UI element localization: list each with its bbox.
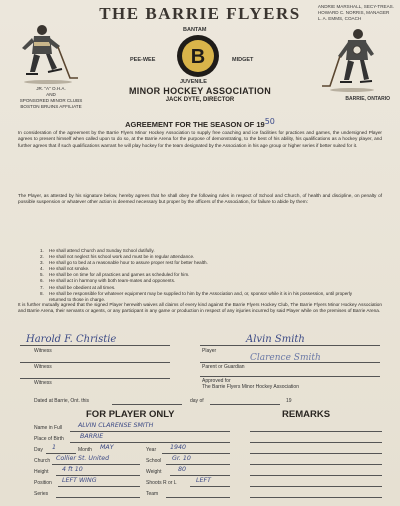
name-label: Name in Full — [34, 425, 63, 431]
weight-value: 80 — [178, 466, 187, 473]
player-line — [200, 345, 380, 346]
player-only-heading: FOR PLAYER ONLY — [86, 409, 175, 420]
agreement-paragraph-1: In consideration of the agreement by the Barrie Flyers Minor Hockey Association to supply free coaching and ice facilities for practices and games, the undersigned Player agrees to present himself when called upon to do so, at the Barrie Arena for the purpose of demonstrating, to the best of his ability, his qualifications as a hockey player, and further agrees that if such qualifications warrant he will play hockey for the team designated by the Association in his age group or higher series if better suited for it. — [18, 130, 382, 148]
bruins-logo — [176, 34, 220, 78]
affiliation-line: SPONSORED MINOR CLUBS — [19, 98, 83, 103]
rule-item: 2. He shall not neglect his school work and must be in regular attendance. — [40, 254, 195, 260]
church-value: Collier St. United — [56, 455, 110, 462]
approved-org: The Barrie Flyers Minor Hockey Association — [202, 384, 299, 390]
season-label: AGREEMENT FOR THE SEASON OF 19 — [125, 120, 265, 129]
weight-label: Weight — [146, 469, 162, 475]
remarks-line — [250, 431, 382, 432]
season-heading — [0, 117, 400, 129]
school-label: School — [146, 458, 162, 464]
position-label: Position — [34, 480, 52, 486]
remarks-line — [250, 475, 382, 476]
team-label: Team — [146, 491, 159, 497]
player-label: Player — [202, 348, 217, 354]
remarks-line — [250, 486, 382, 487]
club-title: THE BARRIE FLYERS — [99, 4, 301, 23]
witness-signature: Harold F. Christie — [26, 334, 117, 345]
weight-line — [170, 475, 230, 476]
day-of-label: day of — [190, 398, 204, 404]
parent-label: Parent or Guardian — [202, 364, 245, 370]
division-bantam: BANTAM — [183, 27, 207, 33]
birth-label: Place of Birth — [34, 436, 64, 442]
remarks-heading: REMARKS — [282, 409, 331, 420]
witness-label-1: Witness — [34, 348, 52, 354]
year-value: 1940 — [170, 444, 187, 451]
logo-letter: B — [190, 46, 206, 68]
staff-list — [318, 4, 394, 23]
remarks-line — [250, 464, 382, 465]
witness-line-3 — [20, 378, 170, 379]
rule-item: 1. He shall attend Church and Sunday School dutifully. — [40, 248, 155, 253]
remarks-line — [250, 453, 382, 454]
player-signature: Alvin Smith — [246, 334, 305, 345]
name-line — [70, 431, 230, 432]
dated-month-line — [210, 404, 280, 405]
right-hockey-player-illustration — [318, 26, 388, 94]
rule-item: 8. He shall be responsible for whatever equipment may be supplied to him by the Association and, or, sponsor while it is in his possession, until properly returned to those in charge. — [40, 290, 353, 302]
team-line — [166, 497, 230, 498]
staff-line: ANDRIE MARSHALL, SECY-TREAS. — [317, 4, 394, 9]
shoots-value: LEFT — [196, 477, 211, 484]
position-line — [58, 486, 140, 487]
height-line — [56, 475, 140, 476]
agreement-paragraph-2: The Player, as attested by his signature below, hereby agrees that he shall obey the following rules in respect of School and Church, of health and discipline, on penalty of possible suspension or whatever other action is deemed necessary but proper by the officers of the Association, for failure to abide by them: — [18, 193, 382, 205]
school-line — [166, 464, 230, 465]
birth-line — [70, 442, 230, 443]
staff-line: L. A. EMMS, COACH — [317, 16, 362, 22]
height-value: 4 ft 10 — [62, 466, 83, 473]
series-label: Series — [34, 491, 49, 497]
day-line — [46, 453, 76, 454]
witness-line-1 — [20, 345, 170, 346]
day-value: 1 — [52, 444, 57, 451]
association-name: MINOR HOCKEY ASSOCIATION — [128, 86, 272, 96]
name-value: ALVIN CLARENSE SMITH — [78, 422, 154, 429]
series-line — [56, 497, 140, 498]
logo-emblem-icon — [176, 34, 220, 78]
school-value: Gr. 10 — [172, 455, 191, 462]
left-hockey-player-illustration — [12, 22, 82, 86]
division-juvenile: JUVENILE — [180, 79, 207, 85]
year-label: Year — [146, 447, 157, 453]
division-midget: MIDGET — [232, 57, 254, 63]
church-line — [52, 464, 140, 465]
dated-day-line — [112, 404, 182, 405]
parent-line — [200, 362, 380, 363]
year-line — [162, 453, 230, 454]
parent-signature: Clarence Smith — [250, 353, 321, 363]
dated-label: Dated at Barrie, Ont. this — [34, 398, 90, 404]
division-peewee: PEE-WEE — [130, 57, 156, 63]
remarks-line — [250, 442, 382, 443]
affiliation-line: BOSTON BRUINS AFFILIATE — [20, 104, 82, 109]
day-label: Day — [34, 447, 43, 453]
shoots-label: Shoots R or L — [146, 480, 177, 486]
witness-line-2 — [20, 362, 170, 363]
birth-value: BARRIE — [80, 433, 104, 440]
season-year: 50 — [264, 117, 275, 126]
month-value: MAY — [100, 444, 114, 451]
rules-list — [40, 248, 370, 303]
shoots-line — [190, 486, 230, 487]
approved-label: Approved for — [202, 378, 231, 384]
rule-item: 3. He shall go to bed at a reasonable hour to assure proper rest for better health. — [40, 260, 208, 266]
affiliation-line: AND — [46, 92, 56, 97]
staff-line: HOWARD C. NORRIS, MANAGER — [317, 10, 390, 16]
location-label: BARRIE, ONTARIO — [345, 96, 390, 102]
dated-year-label: 19 — [286, 398, 292, 404]
director-name: JACK DYTE, DIRECTOR — [165, 97, 235, 103]
position-value: LEFT WING — [62, 477, 97, 484]
witness-label-3: Witness — [34, 380, 52, 386]
remarks-line — [250, 497, 382, 498]
waiver-paragraph: It is further mutually agreed that the signed Player herewith waives all claims of every kind against the Barrie Flyers Hockey Club, The Barrie Flyers Minor Hockey Association and Barrie Arena, their servants or agents, or any participant in any game or production in respect of any injuries incurred by said Player while on the premises of Barrie Arena. — [18, 302, 382, 314]
witness-label-2: Witness — [34, 364, 52, 370]
affiliation-line: JR. "A" O.H.A. — [36, 86, 66, 91]
height-label: Height — [34, 469, 49, 475]
rule-item: 5. He shall be on time for all practices and games as scheduled for him. — [40, 272, 190, 278]
church-label: Church — [34, 458, 51, 464]
rule-item: 4. He shall not smoke. — [40, 266, 90, 272]
month-label: Month — [78, 447, 92, 453]
approved-line — [200, 376, 380, 377]
rule-item: 7. He shall be obedient at all times. — [40, 284, 116, 290]
rule-item: 6. He shall act in harmony with both team-mates and opponents. — [40, 278, 176, 284]
